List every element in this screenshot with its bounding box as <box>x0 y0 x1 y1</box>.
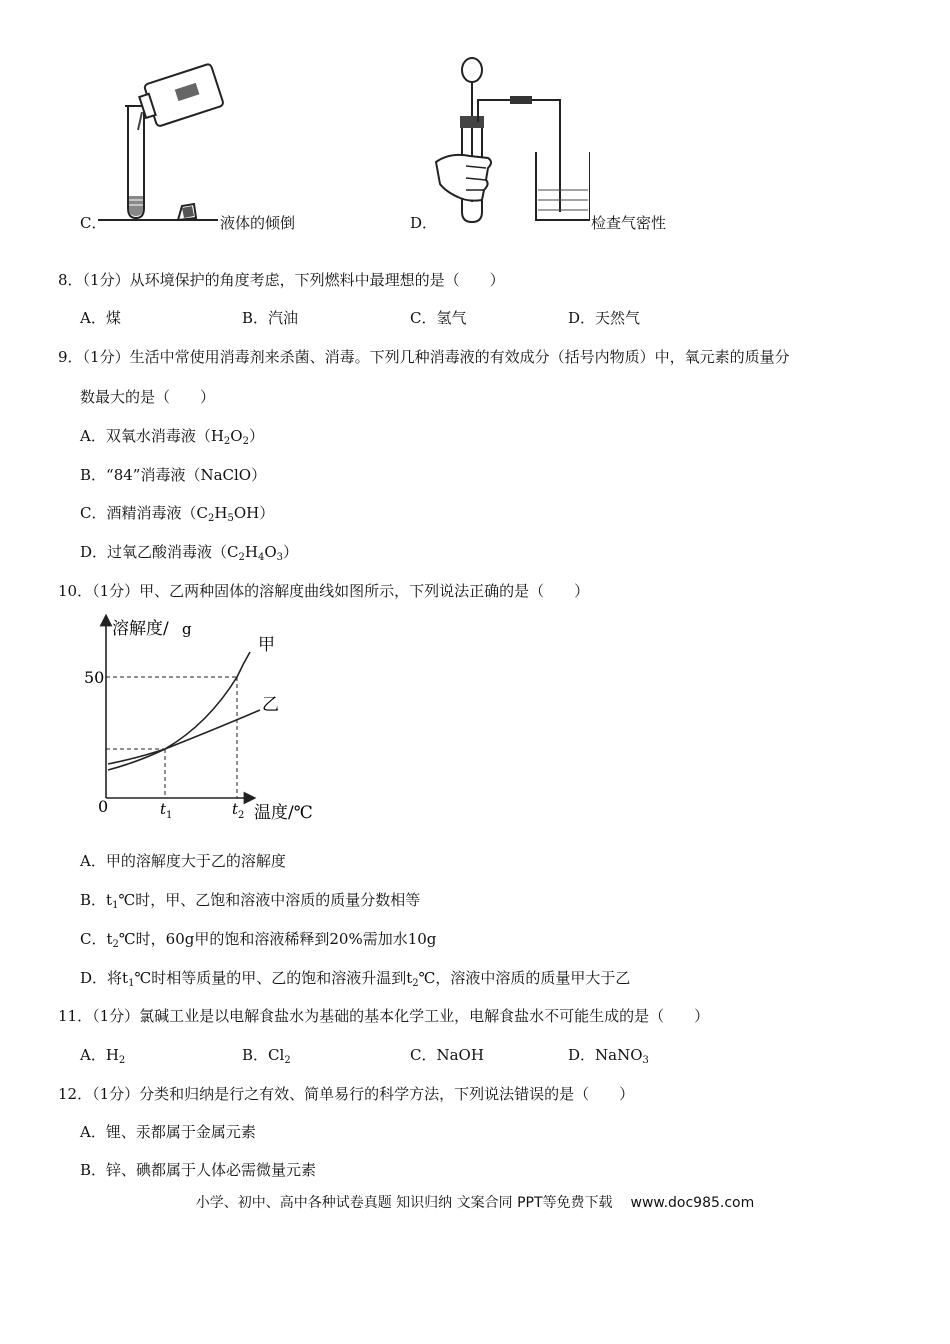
question-8-option-d: D．天然气 <box>568 309 641 327</box>
figure-d-label: D． <box>410 214 438 232</box>
question-10-option-c: C．$t_2℃$时，60g甲的饱和溶液稀释到20%需加水10g <box>80 930 437 950</box>
figure-c-label: C． <box>80 214 107 232</box>
question-9-option-a: A．双氧水消毒液$(H_2O_2)$ <box>80 427 264 447</box>
question-11-option-d: D．NaNO$_3$ <box>568 1046 649 1066</box>
x-tick-t2: $t_2$ <box>232 800 245 821</box>
question-8-stem: 8．（1分）从环境保护的角度考虑，下列燃料中最理想的是（ ） <box>58 271 505 289</box>
question-10-stem: 10．（1分）甲、乙两种固体的溶解度曲线如图所示，下列说法正确的是（ ） <box>58 582 590 600</box>
series-yi-label: 乙 <box>262 695 279 715</box>
question-8-option-c: C．氢气 <box>410 309 467 327</box>
question-12-stem: 12．（1分）分类和归纳是行之有效、简单易行的科学方法，下列说法错误的是（ ） <box>58 1085 635 1103</box>
x-axis-label: 温度/℃ <box>254 803 313 823</box>
solubility-chart <box>78 612 338 832</box>
question-12-option-b: B．锌、碘都属于人体必需微量元素 <box>80 1161 317 1179</box>
figure-d-airtightness-check <box>430 52 590 228</box>
page-footer <box>0 1192 950 1212</box>
question-9-option-b: B．“84”消毒液（NaClO） <box>80 466 267 484</box>
question-9-option-c: C．酒精消毒液$(C_2H_5OH)$ <box>80 504 275 524</box>
x-tick-t1: $t_1$ <box>160 800 173 821</box>
question-10-option-b: B．$t_1℃$时，甲、乙饱和溶液中溶质的质量分数相等 <box>80 891 421 911</box>
question-10-option-a: A．甲的溶解度大于乙的溶解度 <box>80 852 286 870</box>
airtightness-check-illustration <box>430 52 590 228</box>
question-11-option-c: C．NaOH <box>410 1046 484 1064</box>
question-10-option-d: D．将$t_1℃$时相等质量的甲、乙的饱和溶液升温到$t_2℃$，溶液中溶质的质量甲大于乙 <box>80 969 631 989</box>
question-11-stem: 11．（1分）氯碱工业是以电解食盐水为基础的基本化学工业，电解食盐水不可能生成的是（ ） <box>58 1007 710 1025</box>
footer-url[interactable]: www.doc985.com <box>630 1195 755 1211</box>
figure-d-caption: 检查气密性 <box>591 214 667 232</box>
question-9-stem-line2: 数最大的是（ ） <box>80 388 216 406</box>
question-8-option-a: A．煤 <box>80 309 121 327</box>
y-axis-unit: g <box>182 620 192 638</box>
question-11-option-b: B．$Cl_2$ <box>242 1046 291 1066</box>
question-8-option-b: B．汽油 <box>242 309 299 327</box>
question-9-option-d: D．过氧乙酸消毒液$(C_2H_4O_3)$ <box>80 543 299 563</box>
y-tick-50: 50 <box>84 668 105 687</box>
footer-text: 小学、初中、高中各种试卷真题 知识归纳 文案合同 PPT等免费下载 <box>195 1195 613 1211</box>
pouring-liquid-illustration <box>98 58 318 228</box>
question-12-option-a: A．锂、汞都属于金属元素 <box>80 1123 256 1141</box>
series-jia-label: 甲 <box>258 635 275 655</box>
origin-label: 0 <box>98 797 109 816</box>
question-9-stem-line1: 9．（1分）生活中常使用消毒剂来杀菌、消毒。下列几种消毒液的有效成分（括号内物质）中，氧元素的质量分 <box>58 348 790 366</box>
figure-c-pouring-liquid <box>98 58 318 228</box>
question-11-option-a: A．$H_2$ <box>80 1046 126 1066</box>
y-axis-label: 溶解度/ <box>112 619 169 639</box>
figure-c-caption: 液体的倾倒 <box>220 214 296 232</box>
series-jia-curve <box>108 652 250 770</box>
